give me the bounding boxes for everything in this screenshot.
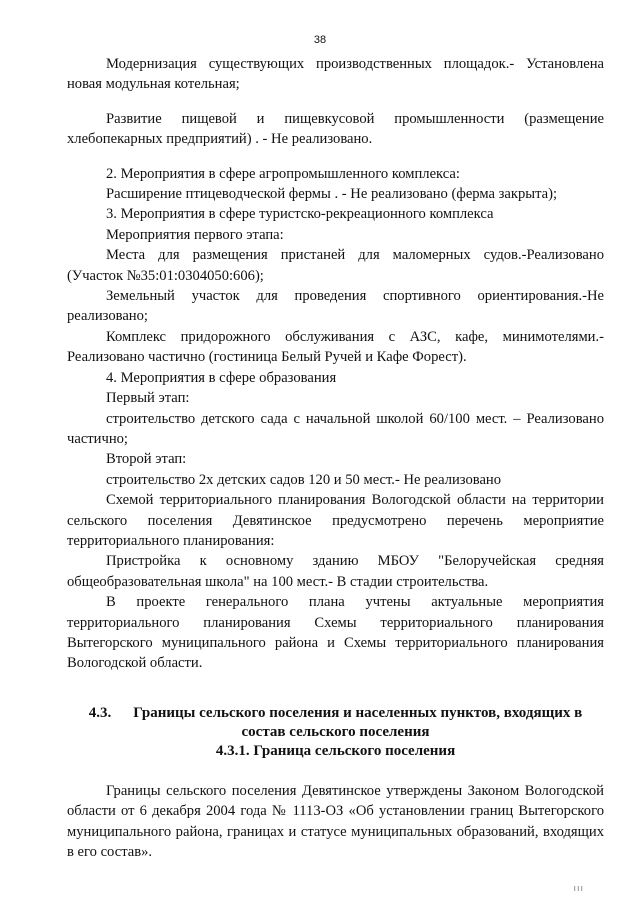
list-item-tourism: 3. Мероприятия в сфере туристско-рекреационного комплекса bbox=[106, 206, 494, 223]
section-heading bbox=[67, 704, 604, 742]
section-title: Границы сельского поселения и населенных пунктов, входящих в состав сельского поселения bbox=[133, 704, 583, 740]
list-item-agro: 2. Мероприятия в сфере агропромышленного комплекса: bbox=[106, 165, 460, 182]
document-body bbox=[67, 54, 604, 862]
paragraph-kindergarten: строительство детского сада с начальной школой 60/100 мест. – Реализовано частично; bbox=[67, 410, 604, 447]
paragraph-orienteering: Земельный участок для проведения спортивного ориентирования.-Не реализовано; bbox=[67, 288, 604, 325]
paragraph-food-industry: Развитие пищевой и пищевкусовой промышленности (размещение хлебопекарных предприятий) . - Не реализовано. bbox=[67, 110, 604, 148]
paragraph-boundaries-law: Границы сельского поселения Девятинское утверждены Законом Вологодской области от 6 декабря 2004 года № 1113-ОЗ «Об установлении границ Вытегорского муниципального района, границах и статусе муниципальных образований, входящих в его состав». bbox=[67, 782, 604, 860]
paragraph-general-plan: В проекте генерального плана учтены актуальные мероприятия территориального планирования Схемы территориального планирования Вытегорского муниципального района и Схемы территориального планирования Вологодской области. bbox=[67, 594, 604, 672]
paragraph-regional-scheme: Схемой территориального планирования Вологодской области на территории сельского поселения Девятинское предусмотрено перечень мероприятие территориального планирования: bbox=[67, 492, 604, 549]
paragraph-poultry: Расширение птицеводческой фермы . - Не реализовано (ферма закрыта); bbox=[106, 186, 558, 203]
footer-mark: ııı bbox=[573, 883, 584, 893]
paragraph-stage-two: Второй этап: bbox=[106, 451, 187, 468]
paragraph-piers: Места для размещения пристаней для маломерных судов.-Реализовано (Участок №35:01:0304050:606); bbox=[67, 247, 604, 284]
paragraph-roadside-complex: Комплекс придорожного обслуживания с АЗС, кафе, минимотелями.- Реализовано частично (гостиница Белый Ручей и Кафе Форест). bbox=[67, 328, 604, 366]
paragraph-first-stage-label: Мероприятия первого этапа: bbox=[106, 226, 284, 243]
paragraph-school-extension: Пристройка к основному зданию МБОУ "Белоручейская средняя общеобразовательная школа" на 100 мест.- В стадии строительства. bbox=[67, 553, 604, 590]
list-item-education: 4. Мероприятия в сфере образования bbox=[106, 369, 337, 386]
paragraph-stage-one: Первый этап: bbox=[106, 390, 190, 407]
page-number: 38 bbox=[313, 34, 327, 46]
paragraph-two-kindergartens: строительство 2х детских садов 120 и 50 мест.- Не реализовано bbox=[106, 471, 502, 488]
paragraph-modernization: Модернизация существующих производственных площадок.- Установлена новая модульная котельная; bbox=[67, 56, 604, 93]
subsection-heading: 4.3.1. Граница сельского поселения bbox=[215, 742, 456, 759]
section-number: 4.3. bbox=[88, 704, 112, 721]
